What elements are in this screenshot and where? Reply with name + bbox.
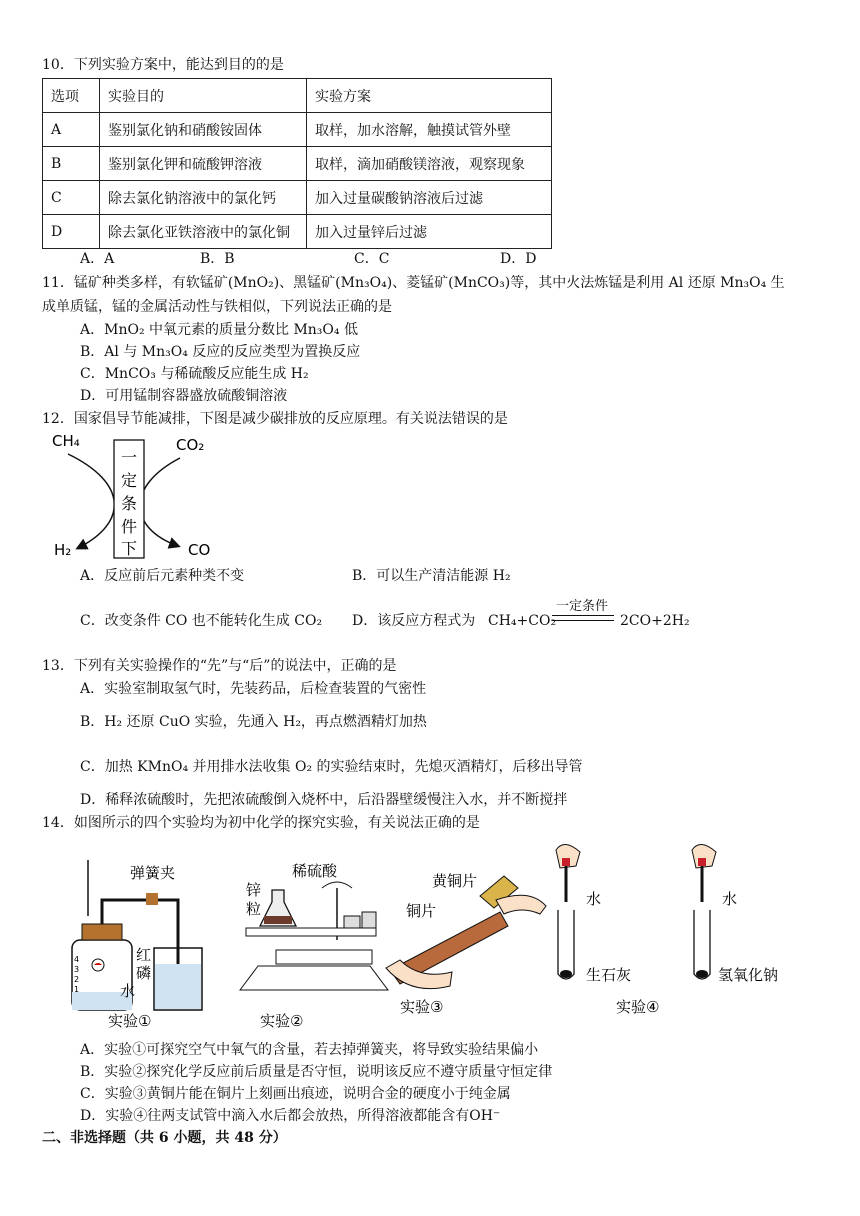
dilute-acid-label: 稀硫酸 [292,862,338,880]
q14-option-a: A．实验①可探究空气中氧气的含量，若去掉弹簧夹，将导致实验结果偏小 [80,1042,539,1058]
brass-label: 黄铜片 [432,872,478,890]
q10-option-b: B．B [200,251,235,267]
condition-char: 下 [121,539,138,558]
condition-char: 件 [121,517,138,536]
table-header: 实验目的 [100,79,307,113]
h2-label: H₂ [54,541,72,559]
balance-base [240,966,388,990]
condition-char: 定 [121,471,138,490]
water-label: 水 [120,982,136,1000]
equation-condition: 一定条件 [556,599,609,614]
experiment-1 [72,860,202,1030]
svg-text:1: 1 [74,985,80,994]
balance-ruler [276,950,372,964]
svg-text:3: 3 [74,965,80,974]
table-cell: A [43,113,100,147]
table-cell: B [43,147,100,181]
q12-option-c: C．改变条件 CO 也不能转化生成 CO₂ [80,613,323,629]
spring-clip [146,893,158,905]
quicklime-label: 生石灰 [586,966,632,984]
q12-option-d: D．该反应方程式为 [352,613,476,629]
q14-stem: 14．如图所示的四个实验均为初中化学的探究实验，有关说法正确的是 [42,815,480,831]
table-cell: 除去氯化钠溶液中的氯化钙 [100,181,307,215]
svg-text:磷: 磷 [136,964,152,982]
exp2-label: 实验② [260,1012,304,1030]
experiment-4 [556,844,778,1016]
table-row [43,147,552,181]
spring-clip-label: 弹簧夹 [130,864,176,882]
equation-right: 2CO+2H₂ [620,613,690,629]
table-header: 实验方案 [307,79,552,113]
q14-option-c: C．实验③黄铜片能在铜片上刻画出痕迹，说明合金的硬度小于纯金属 [80,1086,511,1102]
table-header: 选项 [43,79,100,113]
svg-text:4: 4 [74,955,80,964]
q10-option-d: D．D [500,251,537,267]
water-label-4a: 水 [586,890,602,908]
equation-equals [552,615,614,621]
left-arrow [68,454,114,548]
exp4-label: 实验④ [616,998,660,1016]
q10-option-a: A．A [80,251,115,267]
q12-option-b: B．可以生产清洁能源 H₂ [352,568,511,584]
q11-option-c: C．MnCO₃ 与稀硫酸反应能生成 H₂ [80,366,309,382]
condition-char: 一 [121,448,138,467]
section-2-heading: 二、非选择题（共 6 小题，共 48 分） [42,1130,287,1146]
table-cell: 取样，加水溶解，触摸试管外壁 [307,113,552,147]
table-cell: 加入过量碳酸钠溶液后过滤 [307,181,552,215]
hand-right [496,895,546,914]
q13-option-a: A．实验室制取氢气时，先装药品，后检查装置的气密性 [80,681,427,697]
equation-left: CH₄+CO₂ [488,613,557,629]
ch4-label: CH₄ [52,432,80,450]
table-cell: D [43,215,100,249]
copper-label: 铜片 [406,902,437,920]
experiment-2 [240,862,388,1030]
test-tube-2 [694,910,710,979]
q12-reaction-diagram [48,428,238,564]
water-label-4b: 水 [722,890,738,908]
q13-option-d: D．稀释浓硫酸时，先把浓硫酸倒入烧杯中，后沿器壁缓慢注入水，并不断搅拌 [80,792,568,808]
q11-option-b: B．Al 与 Mn₃O₄ 反应的反应类型为置换反应 [80,344,361,360]
q13-option-c: C．加热 KMnO₄ 并用排水法收集 O₂ 的实验结束时，先熄灭酒精灯，后移出导管 [80,759,583,775]
q14-experiments-figure [60,840,800,1030]
svg-text:2: 2 [74,975,80,984]
q12-stem: 12．国家倡导节能减排，下图是减少碳排放的反应原理。有关说法错误的是 [42,411,508,427]
right-arrow [140,458,180,546]
q10-stem: 10．下列实验方案中，能达到目的的是 [42,57,284,73]
experiment-3 [386,872,546,1016]
q10-option-c: C．C [354,251,390,267]
q11-stem-line1: 11．锰矿种类多样，有软锰矿(MnO₂)、黑锰矿(Mn₃O₄)、菱锰矿(MnCO₃)等，其中火法炼锰是利用 Al 还原 Mn₃O₄ 生 [42,275,785,291]
weight [362,912,376,928]
table-row [43,181,552,215]
q14-option-b: B．实验②探究化学反应前后质量是否守恒，说明该反应不遵守质量守恒定律 [80,1064,553,1080]
table-cell: 鉴别氯化钾和硫酸钾溶液 [100,147,307,181]
table-cell: C [43,181,100,215]
table-cell: 鉴别氯化钠和硝酸铵固体 [100,113,307,147]
table-header-row [43,79,552,113]
q11-option-d: D．可用锰制容器盛放硫酸铜溶液 [80,388,288,404]
red-p-label: 红 [136,946,152,964]
co-label: CO [188,541,211,559]
exp3-label: 实验③ [400,998,444,1016]
q11-stem-line2: 成单质锰，锰的金属活动性与铁相似，下列说法正确的是 [42,299,392,315]
table-cell: 除去氯化亚铁溶液中的氯化铜 [100,215,307,249]
table-cell: 取样，滴加硝酸镁溶液，观察现象 [307,147,552,181]
q12-option-a: A．反应前后元素种类不变 [80,568,245,584]
naoh-label: 氢氧化钠 [718,966,779,984]
table-cell: 加入过量锌后过滤 [307,215,552,249]
table-row [43,215,552,249]
weight [344,916,360,928]
svg-text:粒: 粒 [246,900,262,918]
co2-label: CO₂ [176,436,205,454]
exp1-label: 实验① [108,1012,152,1030]
balance-pan [246,928,376,936]
q13-option-b: B．H₂ 还原 CuO 实验，先通入 H₂，再点燃酒精灯加热 [80,714,427,730]
q11-option-a: A．MnO₂ 中氧元素的质量分数比 Mn₃O₄ 低 [80,322,358,338]
q10-table [42,78,552,249]
zinc-label: 锌 [246,881,262,899]
test-tube-1 [558,910,574,979]
condition-char: 条 [121,494,138,513]
q13-stem: 13．下列有关实验操作的“先”与“后”的说法中，正确的是 [42,658,397,674]
rubber-stopper [82,924,122,940]
table-row [43,113,552,147]
q14-option-d: D．实验④往两支试管中滴入水后都会放热，所得溶液都能含有OH⁻ [80,1108,501,1124]
